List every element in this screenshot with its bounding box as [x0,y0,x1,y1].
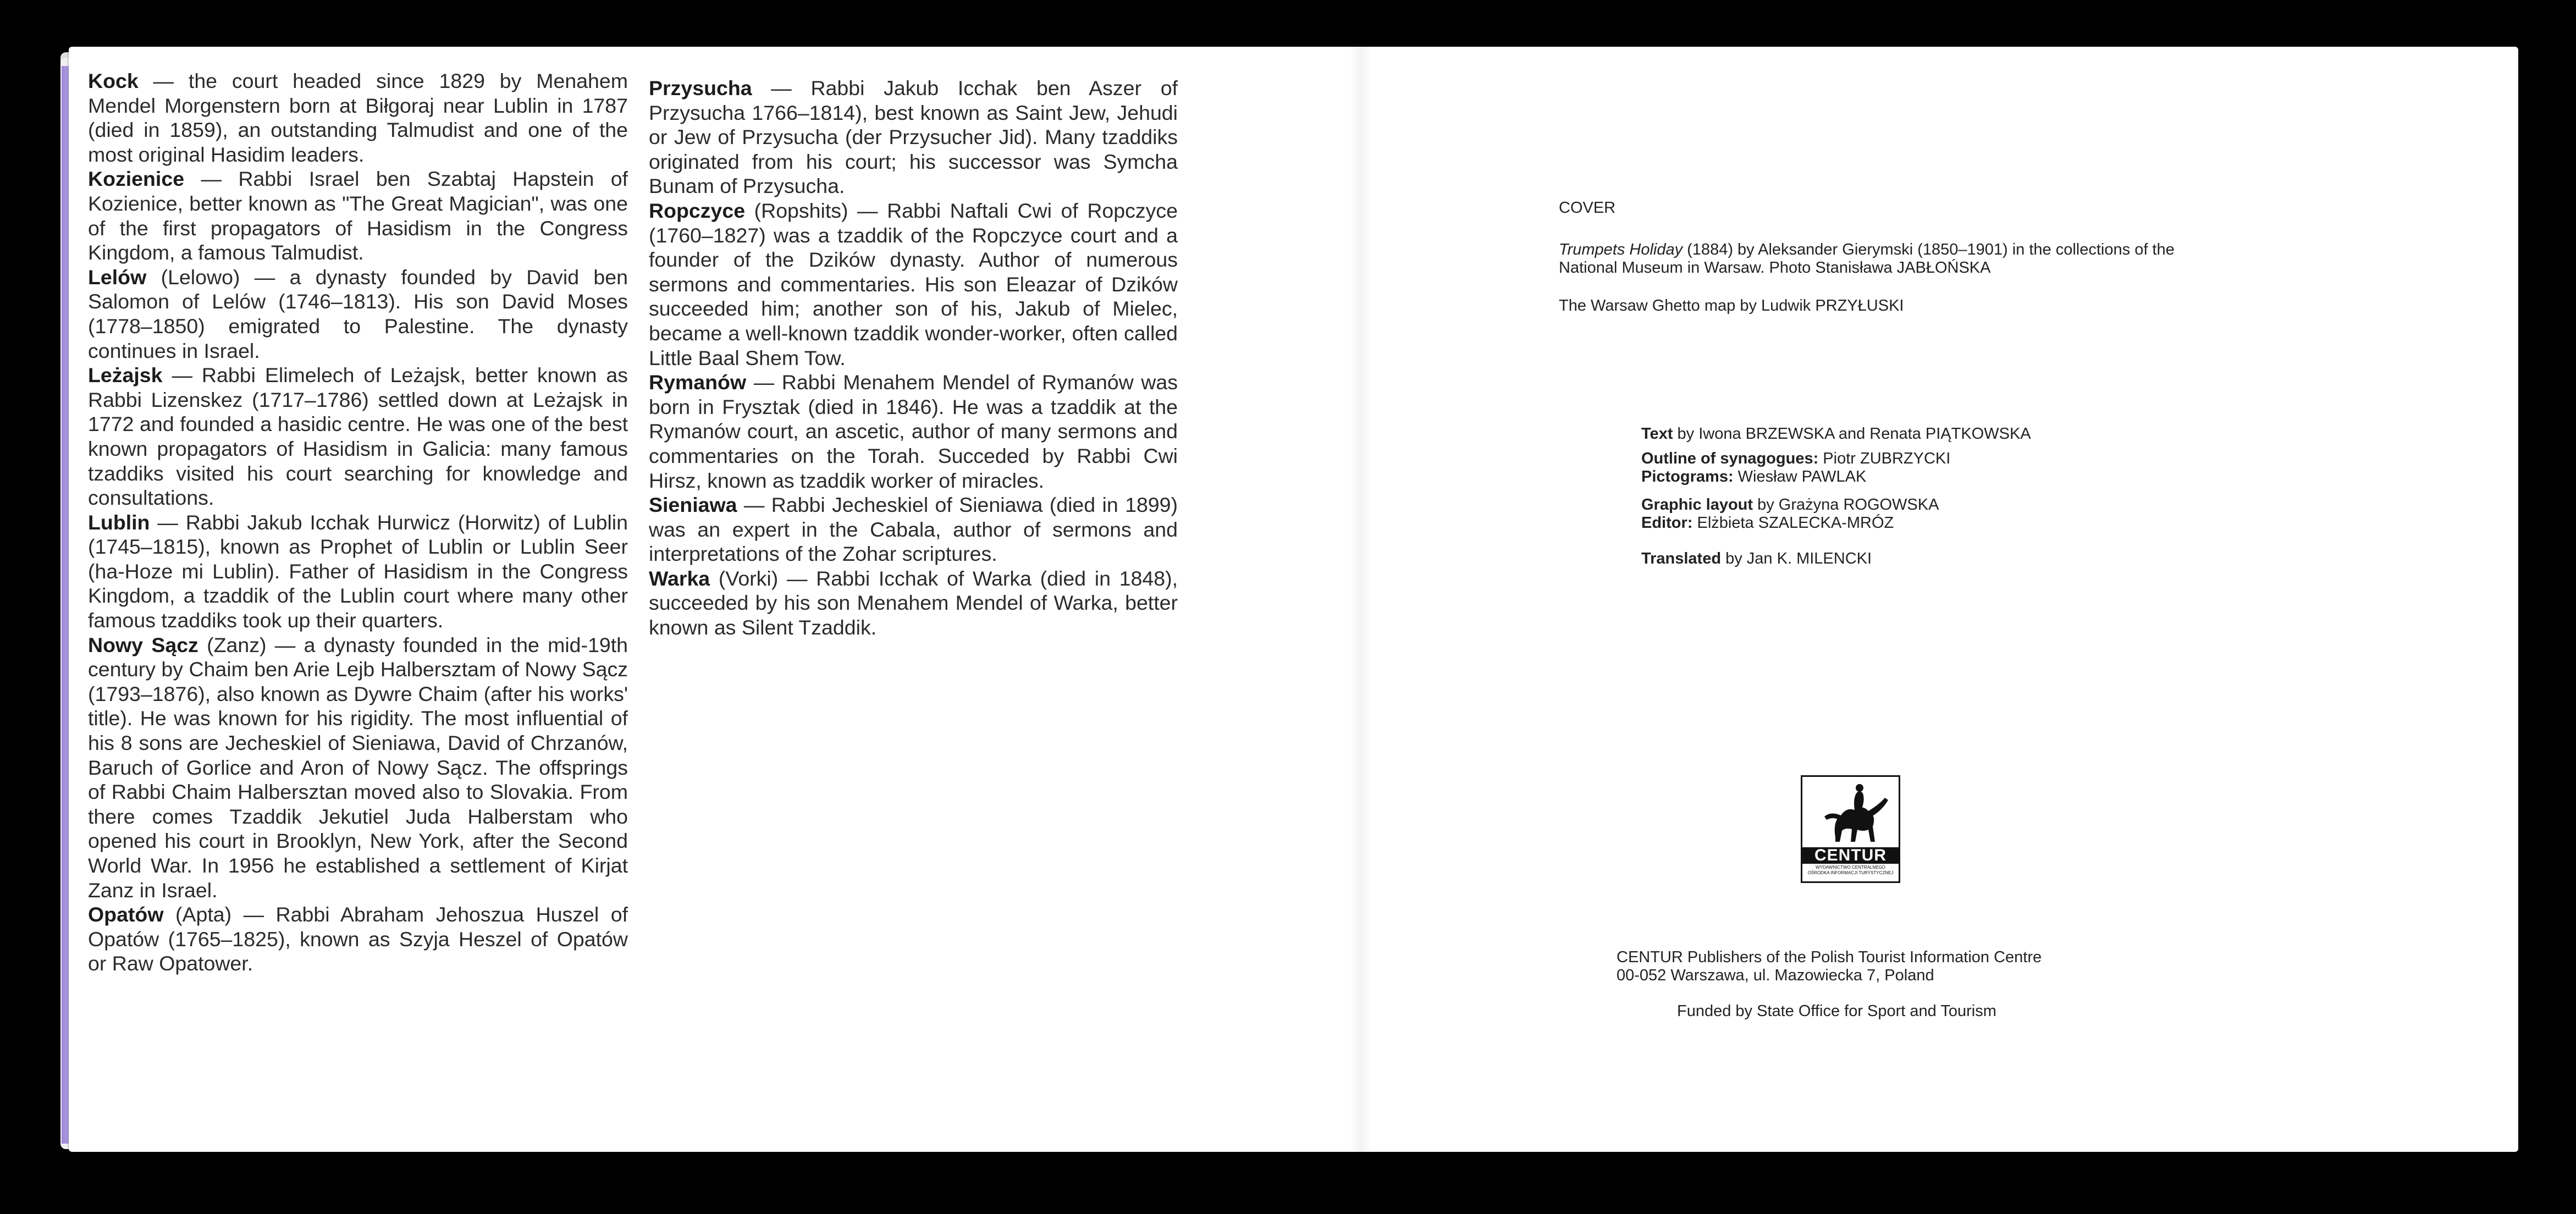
credit-layout [1641,496,2031,514]
credit-label: Translated [1641,550,1722,567]
entry-text: (Apta) — Rabbi Abraham Jehoszua Huszel of Opatów (1765–1825), known as Szyja Heszel of Opatów or Raw Opatower. [88,903,628,975]
entry-term: Warka [649,566,710,590]
credit-translated [1641,550,2031,568]
glossary-entry-opatow [88,902,628,976]
entry-text: — Rabbi Menahem Mendel of Rymanów was born in Frysztak (died in 1846). He was a tzaddik at the Rymanów court, an ascetic, author of many sermons and commentaries on the Torah. Succeded by Rabbi Cwi Hirsz, known as tzaddik worker of miracles. [649,371,1178,492]
glossary-entry-ropczyce [649,198,1178,370]
glossary-entry-przysucha [649,76,1178,198]
glossary-entry-kock [88,69,628,167]
credit-editor [1641,514,2031,532]
credit-label: Pictograms: [1641,468,1734,485]
cover-heading: COVER [1559,199,1616,217]
logo-wordmark: CENTUR [1802,847,1899,864]
glossary-entry-lelow [88,265,628,363]
entry-text: (Zanz) — a dynasty founded in the mid-19th century by Chaim ben Arie Lejb Halbersztam of Nowy Sącz (1793–1876), also known as Dywre Chaim (after his works' title). He was known for his rigidity. The most influential of his 8 sons are Jecheskiel of Sieniawa, David of Chrzanów, Baruch of Gorlice and Aron of Nowy Sącz. The offsprings of Rabbi Chaim Halbersztan moved also to Slovakia. From there comes Tzaddik Jekutiel Juda Halberstam who opened his court in Brooklyn, New York, after the Second World War. In 1956 he established a settlement of Kirjat Zanz in Israel. [88,633,628,902]
credit-label: Text [1641,425,1673,443]
entry-text: (Lelowo) — a dynasty founded by David ben Salomon of Lelów (1746–1813). His son David Moses (1778–1850) emigrated to Palestine. The dynasty continues in Israel. [88,265,628,362]
entry-text: (Vorki) — Rabbi Icchak of Warka (died in 1848), succeeded by his son Menahem Mendel of Warka, better known as Silent Tzaddik. [649,566,1178,639]
entry-text: — Rabbi Jakub Icchak Hurwicz (Horwitz) of Lublin (1745–1815), known as Prophet of Lublin or Lublin Seer (ha-Hoze mi Lublin). Father of Hasidism in the Congress Kingdom, a tzaddik of the Lublin court where many other famous tzaddiks took up their quarters. [88,510,628,632]
glossary-column-1 [88,69,628,976]
credit-label: Editor: [1641,514,1693,532]
logo-subtitle-line1: WYDAWNICTWO CENTRALNEGO [1816,865,1885,870]
entry-term: Ropczyce [649,198,746,222]
entry-text: (Ropshits) — Rabbi Naftali Cwi of Ropczyce (1760–1827) was a tzaddik of the Ropczyce court and a founder of the Dzików dynasty. Author of numerous sermons and commentaries. His son Eleazar of Dzików succeeded him; another son of his, Jakub of Mielec, became a well-known tzaddik wonder-worker, often called Little Baal Shem Tow. [649,198,1178,369]
glossary-entry-warka [649,566,1178,640]
entry-text: — Rabbi Elimelech of Leżajsk, better known as Rabbi Lizenskez (1717–1786) settled down at Leżajsk in 1772 and founded a hasidic centre. He was one of the best known propagators of Hasidism in Galicia: many famous tzaddiks visited his court searching for knowledge and consultations. [88,363,628,510]
entry-term: Lelów [88,265,147,289]
glossary-entry-lublin [88,510,628,633]
credit-value: by Iwona BRZEWSKA and Renata PIĄTKOWSKA [1673,425,2031,443]
entry-term: Nowy Sącz [88,633,198,656]
glossary-entry-lezajsk [88,363,628,510]
cover-painting-title: Trumpets Holiday [1559,241,1683,258]
glossary-entry-rymanow [649,370,1178,493]
entry-term: Kozienice [88,167,185,191]
entry-text: — the court headed since 1829 by Menahem Mendel Morgenstern born at Biłgoraj near Lublin in 1787 (died in 1859), an outstanding Talmudist and one of the most original Hasidim leaders. [88,69,628,166]
credit-value: Piotr ZUBRZYCKI [1818,450,1951,467]
entry-term: Kock [88,69,139,92]
entry-text: — Rabbi Jecheskiel of Sieniawa (died in 1899) was an expert in the Cabala, author of sermons and interpretations of the Zohar scriptures. [649,493,1178,566]
publisher-address [1617,948,2111,985]
entry-term: Leżajsk [88,363,163,387]
logo-subtitle [1802,865,1899,876]
entry-term: Sieniawa [649,493,737,517]
cover-description [1559,241,2180,277]
entry-term: Przysucha [649,76,752,100]
entry-text: — Rabbi Jakub Icchak ben Aszer of Przysucha 1766–1814), best known as Saint Jew, Jehudi or Jew of Przysucha (der Przysucher Jid). Many tzaddiks originated from his court; his successor was Symcha Bunam of Przysucha. [649,76,1178,198]
center-fold [1350,47,1372,1152]
entry-term: Rymanów [649,371,747,394]
credit-label: Graphic layout [1641,496,1753,514]
entry-term: Lublin [88,510,150,534]
credit-value: by Jan K. MILENCKI [1721,550,1872,567]
credit-value: by Grażyna ROGOWSKA [1753,496,1939,514]
credit-label: Outline of synagogues: [1641,450,1819,467]
glossary-entry-nowy-sacz [88,633,628,903]
credit-value: Elżbieta SZALECKA-MRÓZ [1692,514,1894,532]
entry-text: — Rabbi Israel ben Szabtaj Hapstein of Kozienice, better known as "The Great Magician", was one of the first propagators of Hasidism in the Congress Kingdom, a famous Talmudist. [88,167,628,264]
credit-value: Wiesław PAWLAK [1733,468,1867,485]
credit-outline [1641,450,2031,468]
horse-rider-icon [1802,777,1899,847]
centur-logo [1801,775,1900,883]
glossary-column-2 [649,76,1178,640]
staff-credits [1641,425,2031,568]
funding-note: Funded by State Office for Sport and Tourism [1677,1002,1996,1020]
map-credit: The Warsaw Ghetto map by Ludwik PRZYŁUSKI [1559,297,1904,314]
cover-painting-details: (1884) by Aleksander Gierymski (1850–1901) in the collections of the National Museum in Warsaw. Photo Stanisława JABŁOŃSKA [1559,241,2175,277]
credit-pictograms [1641,468,2031,486]
publisher-line-1: CENTUR Publishers of the Polish Tourist Information Centre [1617,948,2042,966]
credit-text [1641,425,2031,443]
glossary-entry-sieniawa [649,493,1178,566]
logo-subtitle-line2: OŚRODKA INFORMACJI TURYSTYCZNEJ [1807,870,1894,875]
glossary-entry-kozienice [88,167,628,264]
publisher-line-2: 00-052 Warszawa, ul. Mazowiecka 7, Poland [1617,967,1934,984]
entry-term: Opatów [88,903,164,926]
